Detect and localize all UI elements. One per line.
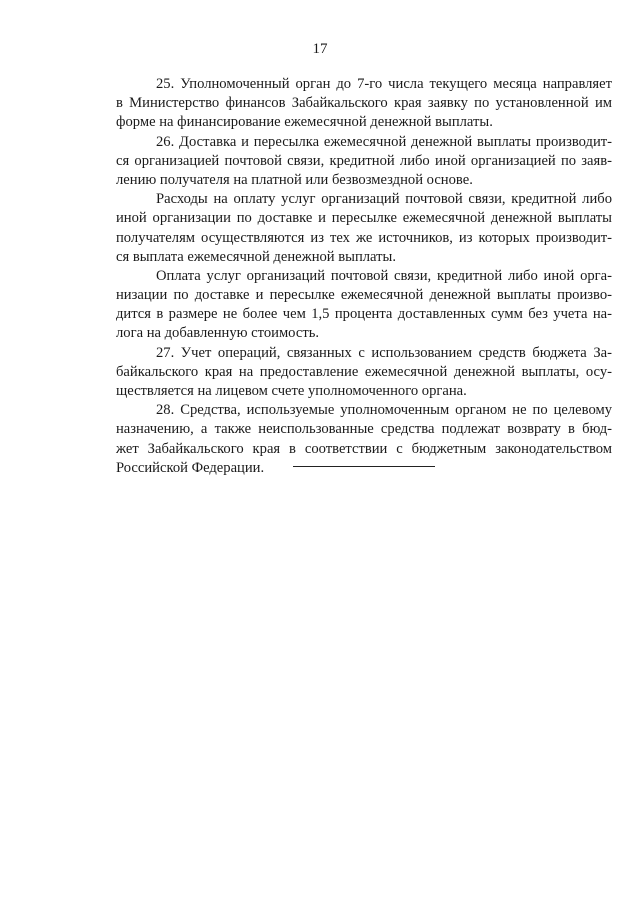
document-body bbox=[116, 75, 612, 478]
text-line: иной организации по доставке и пересылке ежемесячной денежной выплаты bbox=[116, 210, 612, 227]
text-line: дится в размере не более чем 1,5 процента доставленных сумм без учета на- bbox=[116, 306, 612, 323]
text-line: низации по доставке и пересылке ежемесячной денежной выплаты произво- bbox=[116, 287, 612, 304]
text-line: назначению, а также неиспользованные средства подлежат возврату в бюд- bbox=[116, 421, 612, 438]
text-line: Расходы на оплату услуг организаций почтовой связи, кредитной либо bbox=[156, 191, 612, 208]
text-line: в Министерство финансов Забайкальского края заявку по установленной им bbox=[116, 95, 612, 112]
text-line: ся выплата ежемесячной денежной выплаты. bbox=[116, 248, 396, 265]
text-line: 28. Средства, используемые уполномоченным органом не по целевому bbox=[156, 402, 612, 419]
page-number: 17 bbox=[312, 41, 328, 57]
text-line: байкальского края на предоставление ежемесячной денежной выплаты, осу- bbox=[116, 363, 612, 380]
closing-divider bbox=[293, 466, 435, 467]
text-line: получателям осуществляются из тех же источников, из которых производит- bbox=[116, 229, 612, 246]
text-line: 26. Доставка и пересылка ежемесячной денежной выплаты производит- bbox=[156, 133, 612, 150]
text-line: 27. Учет операций, связанных с использованием средств бюджета За- bbox=[156, 344, 612, 361]
paragraph-25 bbox=[116, 75, 612, 133]
text-line: лению получателя на платной или безвозмездной основе. bbox=[116, 171, 473, 188]
text-line: 25. Уполномоченный орган до 7-го числа текущего месяца направляет bbox=[156, 76, 612, 92]
text-line: ществляется на лицевом счете уполномоченного органа. bbox=[116, 383, 467, 399]
paragraph-27 bbox=[116, 344, 612, 402]
paragraph-26-expenses bbox=[116, 190, 612, 267]
text-line: лога на добавленную стоимость. bbox=[116, 325, 320, 342]
paragraph-26 bbox=[116, 133, 612, 191]
paragraph-26-payment bbox=[116, 267, 612, 344]
text-line: Оплата услуг организаций почтовой связи, кредитной либо иной орга- bbox=[156, 267, 612, 284]
text-line: форме на финансирование ежемесячной денежной выплаты. bbox=[116, 114, 493, 131]
text-line: ся организацией почтовой связи, кредитной либо иной организацией по заяв- bbox=[116, 152, 612, 169]
text-line: Российской Федерации. bbox=[116, 459, 265, 476]
text-line: жет Забайкальского края в соответствии с бюджетным законодательством bbox=[116, 440, 612, 457]
